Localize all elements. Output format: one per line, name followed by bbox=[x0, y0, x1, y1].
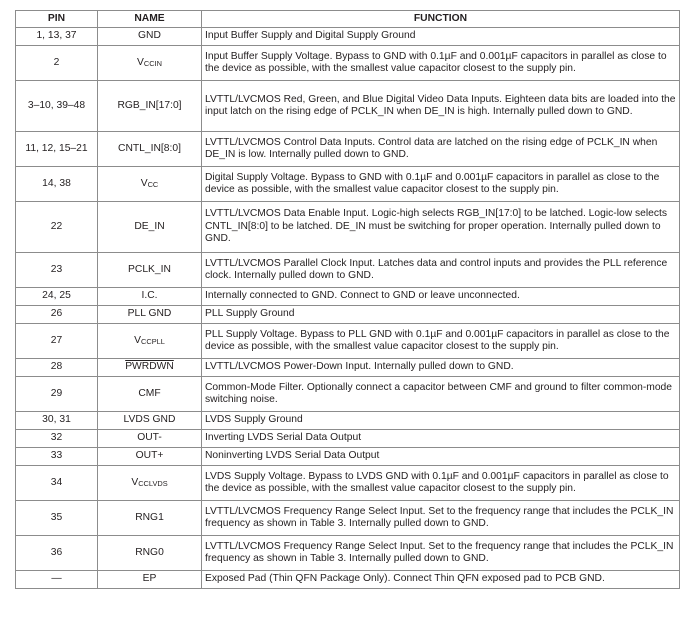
name-cell bbox=[98, 359, 202, 377]
name-cell: OUT+ bbox=[98, 448, 202, 466]
function-cell: Exposed Pad (Thin QFN Package Only). Connect Thin QFN exposed pad to PCB GND. bbox=[202, 571, 680, 589]
name-cell: RNG0 bbox=[98, 536, 202, 571]
function-cell: LVDS Supply Ground bbox=[202, 412, 680, 430]
name-cell bbox=[98, 466, 202, 501]
function-cell: LVTTL/LVCMOS Data Enable Input. Logic-high selects RGB_IN[17:0] to be latched. Logic-low selects CNTL_IN[8:0] to be latched. DE_IN must be switching for proper operation. Internally pulled down to GND. bbox=[202, 202, 680, 253]
pin-cell: 28 bbox=[16, 359, 98, 377]
function-cell: LVTTL/LVCMOS Frequency Range Select Input. Set to the frequency range that includes the PCLK_IN frequency as shown in Table 3. Internally pulled down to GND. bbox=[202, 501, 680, 536]
pin-cell: 26 bbox=[16, 306, 98, 324]
name-subscript: CCLVDS bbox=[138, 478, 168, 488]
function-cell: LVTTL/LVCMOS Control Data Inputs. Control data are latched on the rising edge of PCLK_IN when DE_IN is low. Internally pulled down to GND. bbox=[202, 132, 680, 167]
name-cell: PCLK_IN bbox=[98, 253, 202, 288]
name-main: V bbox=[134, 334, 142, 346]
name-cell: CMF bbox=[98, 377, 202, 412]
table-row bbox=[16, 536, 680, 571]
table-row bbox=[16, 466, 680, 501]
pin-cell: 2 bbox=[16, 46, 98, 81]
table-row bbox=[16, 253, 680, 288]
table-row bbox=[16, 501, 680, 536]
name-overline-text: PWRDWN bbox=[125, 361, 174, 373]
name-cell bbox=[98, 324, 202, 359]
name-cell: OUT- bbox=[98, 430, 202, 448]
name-cell: I.C. bbox=[98, 288, 202, 306]
table-row bbox=[16, 167, 680, 202]
name-cell bbox=[98, 46, 202, 81]
name-cell: PLL GND bbox=[98, 306, 202, 324]
function-cell: LVTTL/LVCMOS Frequency Range Select Input. Set to the frequency range that includes the PCLK_IN frequency as shown in Table 3. Internally pulled down to GND. bbox=[202, 536, 680, 571]
pin-cell: 33 bbox=[16, 448, 98, 466]
table-row bbox=[16, 28, 680, 46]
pin-description-table bbox=[15, 10, 680, 589]
name-cell: GND bbox=[98, 28, 202, 46]
table-row bbox=[16, 324, 680, 359]
function-cell: LVTTL/LVCMOS Power-Down Input. Internally pulled down to GND. bbox=[202, 359, 680, 377]
name-cell: DE_IN bbox=[98, 202, 202, 253]
function-cell: Input Buffer Supply and Digital Supply Ground bbox=[202, 28, 680, 46]
pin-cell: — bbox=[16, 571, 98, 589]
function-cell: Digital Supply Voltage. Bypass to GND with 0.1µF and 0.001µF capacitors in parallel as close to the device as possible, with the smallest value capacitor closest to the supply pin. bbox=[202, 167, 680, 202]
function-cell: PLL Supply Voltage. Bypass to PLL GND with 0.1µF and 0.001µF capacitors in parallel as close to the device as possible, with the smallest value capacitor closest to the supply pin. bbox=[202, 324, 680, 359]
name-cell: CNTL_IN[8:0] bbox=[98, 132, 202, 167]
table-row bbox=[16, 377, 680, 412]
table-row bbox=[16, 46, 680, 81]
table-row bbox=[16, 359, 680, 377]
table-row bbox=[16, 132, 680, 167]
header-pin: PIN bbox=[16, 11, 98, 28]
function-cell: Noninverting LVDS Serial Data Output bbox=[202, 448, 680, 466]
pin-cell: 11, 12, 15–21 bbox=[16, 132, 98, 167]
pin-cell: 36 bbox=[16, 536, 98, 571]
pin-cell: 24, 25 bbox=[16, 288, 98, 306]
name-main: V bbox=[137, 56, 144, 68]
table-row bbox=[16, 571, 680, 589]
name-cell: LVDS GND bbox=[98, 412, 202, 430]
function-cell: PLL Supply Ground bbox=[202, 306, 680, 324]
header-function: FUNCTION bbox=[202, 11, 680, 28]
pin-cell: 1, 13, 37 bbox=[16, 28, 98, 46]
pin-cell: 34 bbox=[16, 466, 98, 501]
table-row bbox=[16, 306, 680, 324]
table-row bbox=[16, 412, 680, 430]
table-row bbox=[16, 288, 680, 306]
name-cell: RGB_IN[17:0] bbox=[98, 81, 202, 132]
function-cell: Common-Mode Filter. Optionally connect a capacitor between CMF and ground to filter common-mode switching noise. bbox=[202, 377, 680, 412]
pin-cell: 35 bbox=[16, 501, 98, 536]
name-main: V bbox=[131, 476, 139, 488]
function-cell: Internally connected to GND. Connect to GND or leave unconnected. bbox=[202, 288, 680, 306]
function-cell: LVTTL/LVCMOS Red, Green, and Blue Digital Video Data Inputs. Eighteen data bits are loaded into the input latch on the rising edge of PCLK_IN when DE_IN is high. Internally pulled down to GND. bbox=[202, 81, 680, 132]
pin-cell: 32 bbox=[16, 430, 98, 448]
name-cell bbox=[98, 167, 202, 202]
function-cell: LVDS Supply Voltage. Bypass to LVDS GND with 0.1µF and 0.001µF capacitors in parallel as close to the device as possible, with the smallest value capacitor closest to the supply pin. bbox=[202, 466, 680, 501]
table-row bbox=[16, 81, 680, 132]
table-header-row bbox=[16, 11, 680, 28]
name-subscript: CC bbox=[147, 179, 159, 189]
name-cell: EP bbox=[98, 571, 202, 589]
name-cell: RNG1 bbox=[98, 501, 202, 536]
pin-cell: 23 bbox=[16, 253, 98, 288]
name-subscript: CCIN bbox=[143, 58, 162, 68]
table-row bbox=[16, 430, 680, 448]
function-cell: LVTTL/LVCMOS Parallel Clock Input. Latches data and control inputs and provides the PLL reference clock. Internally pulled down to GND. bbox=[202, 253, 680, 288]
pin-cell: 30, 31 bbox=[16, 412, 98, 430]
function-cell: Input Buffer Supply Voltage. Bypass to GND with 0.1µF and 0.001µF capacitors in parallel as close to the device as possible, with the smallest value capacitor closest to the supply pin. bbox=[202, 46, 680, 81]
header-name: NAME bbox=[98, 11, 202, 28]
pin-cell: 22 bbox=[16, 202, 98, 253]
name-subscript: CCPLL bbox=[141, 336, 165, 346]
pin-cell: 14, 38 bbox=[16, 167, 98, 202]
pin-cell: 3–10, 39–48 bbox=[16, 81, 98, 132]
table-row bbox=[16, 202, 680, 253]
table-row bbox=[16, 448, 680, 466]
pin-cell: 27 bbox=[16, 324, 98, 359]
pin-cell: 29 bbox=[16, 377, 98, 412]
function-cell: Inverting LVDS Serial Data Output bbox=[202, 430, 680, 448]
name-main: V bbox=[140, 177, 148, 189]
